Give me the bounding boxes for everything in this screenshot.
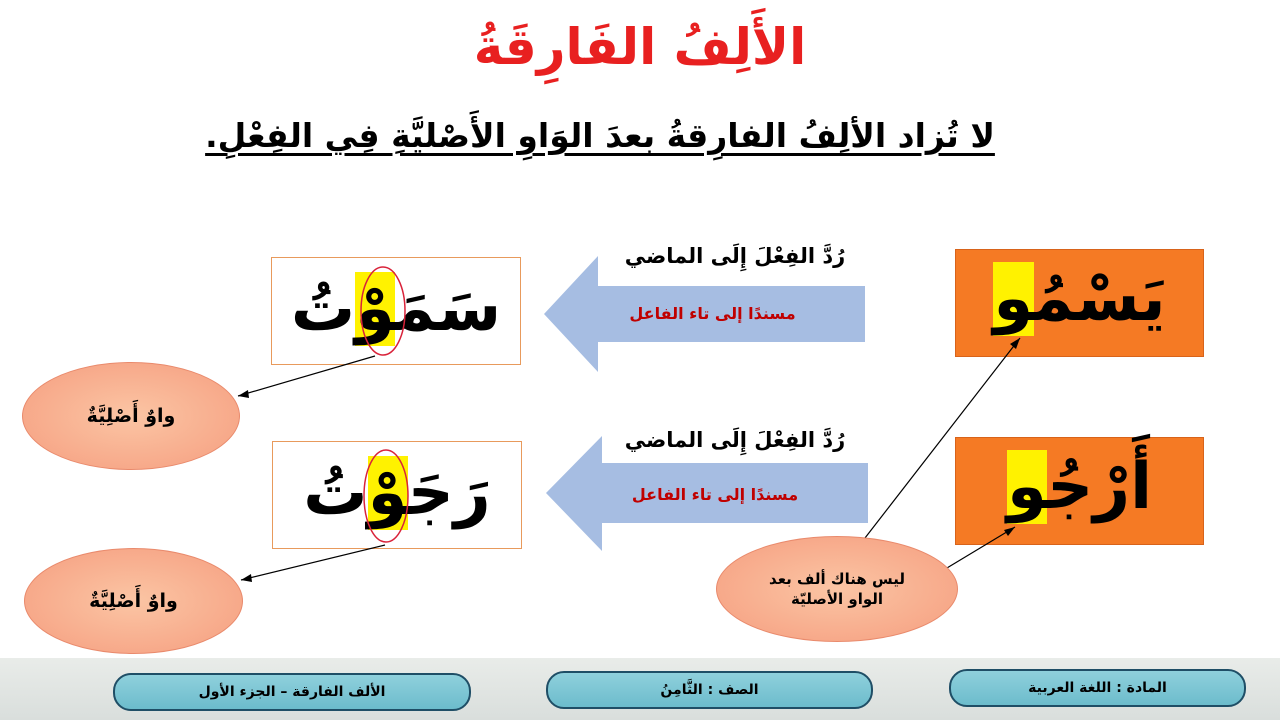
past-verb-1-after: تُ xyxy=(290,272,356,346)
pointer-line-1 xyxy=(238,356,375,396)
footer-grade: الصف : الثَّامِنُ xyxy=(546,671,873,709)
arrow-label-2: رُدَّ الفِعْلَ إِلَى الماضي xyxy=(624,428,846,452)
pointer-head-3 xyxy=(1010,338,1020,349)
page-title: الأَلِفُ الفَارِقَةُ xyxy=(473,18,807,76)
note-line-1: ليس هناك ألف بعد xyxy=(769,570,905,588)
present-verb-2-prefix: أَرْجُ xyxy=(1047,450,1153,524)
present-verb-2-waw: و xyxy=(1006,450,1048,524)
arrow-label-1: رُدَّ الفِعْلَ إِلَى الماضي xyxy=(624,244,846,268)
present-verb-1-prefix: يَسْمُ xyxy=(1033,262,1166,336)
note-oval-original-waw-1: واوٌ أَصْلِيَّةٌ xyxy=(22,362,240,470)
pointer-head-1 xyxy=(238,390,249,398)
pointer-head-2 xyxy=(241,574,252,582)
pointer-head-4 xyxy=(1004,527,1015,536)
past-verb-2-after: تُ xyxy=(303,456,368,530)
present-verb-1-waw: و xyxy=(993,262,1034,336)
arrow-inner-2: مسندًا إلى تاء الفاعل xyxy=(631,485,799,504)
footer-subject: المادة : اللغة العربية xyxy=(949,669,1246,707)
waw-circle-1 xyxy=(361,267,405,355)
waw-circle-2 xyxy=(364,450,408,542)
pointer-line-2 xyxy=(241,545,385,580)
footer-lesson: الألف الفارقة – الجزء الأول xyxy=(113,673,471,711)
past-verb-1-waw: وْ xyxy=(355,272,396,346)
past-verb-1-before: سَمَ xyxy=(395,272,502,346)
arrow-inner-1: مسندًا إلى تاء الفاعل xyxy=(629,304,796,323)
rule-text: لا تُزاد الألِفُ الفارِقةُ بعدَ الوَاوِ الأَصْليَّةِ فِي الفِعْلِ. xyxy=(205,116,995,155)
note-oval-no-alif xyxy=(716,536,958,642)
note-line-2: الواو الأصليّة xyxy=(791,590,884,608)
pointer-line-3 xyxy=(858,338,1020,547)
note-oval-original-waw-2: واوٌ أَصْلِيَّةٌ xyxy=(24,548,243,654)
past-verb-2-before: رَجَ xyxy=(407,456,491,530)
past-verb-2-waw: وْ xyxy=(367,456,408,530)
